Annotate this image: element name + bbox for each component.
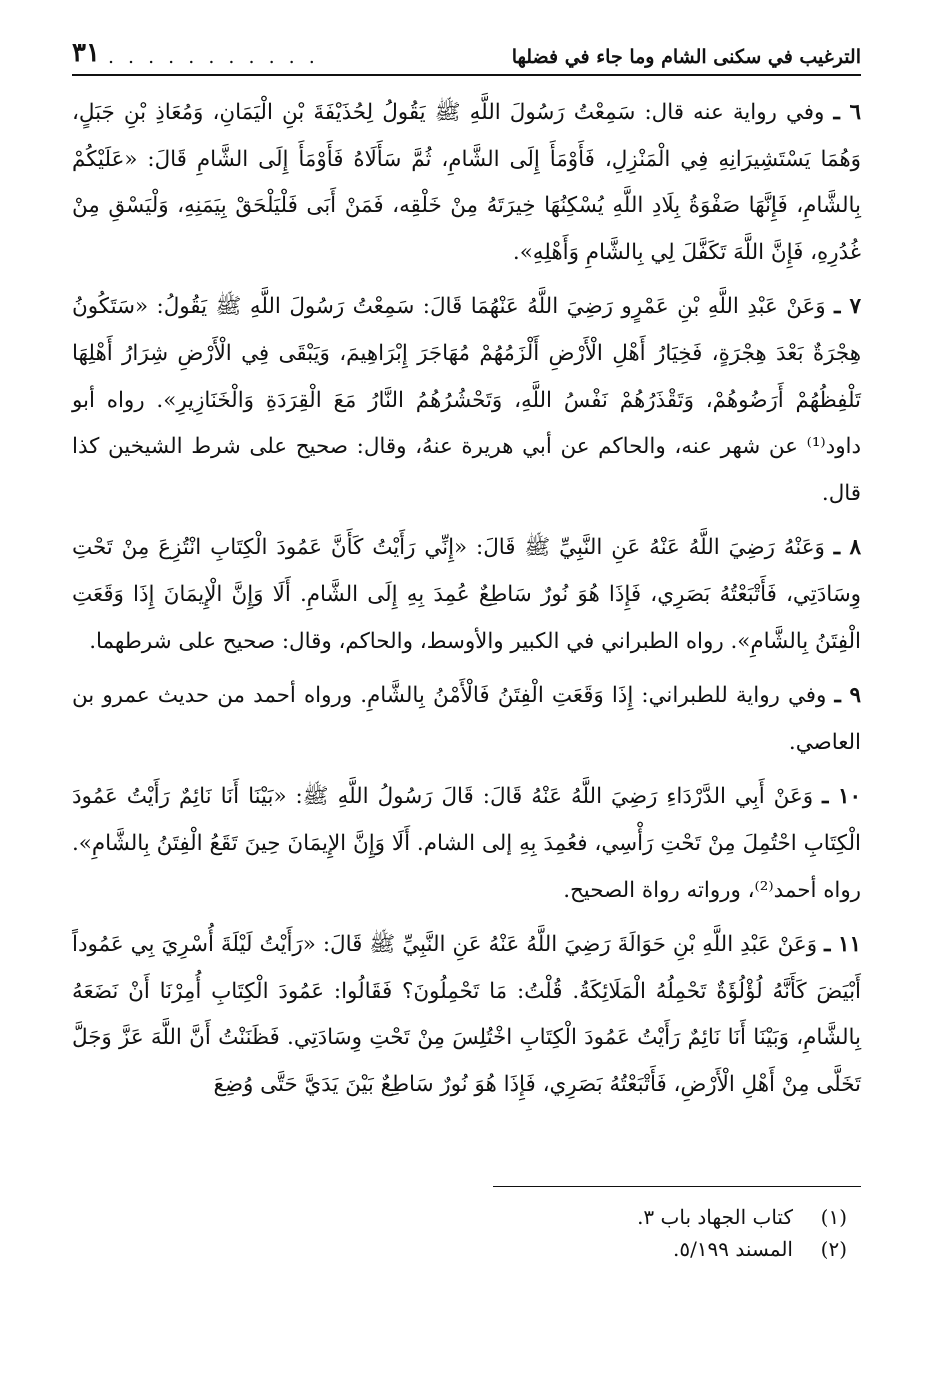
hadith-text: وَعَنْهُ رَضِيَ اللَّهُ عَنْهُ عَنِ النَّبِيِّ ﷺ قَالَ: «إِنِّي رَأَيْتُ كَأَنَّ عَمُودَ الْكِتَابِ انْتُزِعَ مِنْ تَحْتِ وِسَادَتِي، فَأَتْبَعْتُهُ بَصَرِي، فَإِذَا هُوَ نُورٌ سَاطِعٌ عُمِدَ بِهِ إِلَى الشَّامِ. أَلَا وَإِنَّ الْإِيمَانَ إِذَا وَقَعَتِ الْفِتَنُ بِالشَّامِ». رواه الطبراني في الكبير والأوسط، والحاكم، وقال: صحيح على شرطهما. bbox=[72, 535, 861, 654]
paragraph-11 bbox=[72, 922, 861, 1108]
hadith-text: وَعَنْ أَبِي الدَّرْدَاءِ رَضِيَ اللَّهُ عَنْهُ قَالَ: قَالَ رَسُولُ اللَّهِ ﷺ: «بَيْنَا أَنَا نَائِمٌ رَأَيْتُ عَمُودَ الْكِتَابِ احْتُمِلَ مِنْ تَحْتِ رَأْسِي، فعُمِدَ بِهِ إلى الشام. أَلَا وَإِنَّ الإِيمَانَ حِينَ تَقَعُ الْفِتَنُ بِالشَّامِ». رواه أحمد⁽²⁾، ورواته رواة الصحيح. bbox=[72, 784, 861, 903]
header-dots: . . . . . . . . . . . bbox=[107, 46, 319, 68]
paragraph-10 bbox=[72, 774, 861, 914]
footnotes bbox=[72, 1186, 861, 1265]
page-header bbox=[72, 24, 861, 76]
hadith-text: وَعَنْ عَبْدِ اللَّهِ بْنِ حَوَالَةَ رَضِيَ اللَّهُ عَنْهُ عَنِ النَّبِيِّ ﷺ قَالَ: «رَأَيْتُ لَيْلَةَ أُسْرِيَ بِي عَمُوداً أَبْيَضَ كَأَنَّهُ لُؤْلُؤَةٌ تَحْمِلُهُ الْمَلَائِكَةُ. قُلْتُ: مَا تَحْمِلُونَ؟ فَقَالُوا: عَمُودَ الْكِتَابِ أُمِرْنَا أَنْ نَضَعَهُ بِالشَّامِ، وَبَيْنَا أَنَا نَائِمٌ رَأَيْتُ عَمُودَ الْكِتَابِ اخْتُلِسَ مِنْ تَحْتِ وِسَادَتِي. فَظَنَنْتُ أَنَّ اللَّهَ عَزَّ وَجَلَّ تَخَلَّى مِنْ أَهْلِ الْأَرْضِ، فَأَتْبَعْتُهُ بَصَرِي، فَإِذَا هُوَ نُورٌ سَاطِعٌ بَيْنَ يَدَيَّ حَتَّى وُضِعَ bbox=[72, 932, 861, 1097]
footnote-text: المسند ٥/١٩٩. bbox=[672, 1237, 793, 1261]
page-number: ٣١ bbox=[72, 38, 100, 68]
hadith-number: ٨ ـ bbox=[833, 535, 861, 561]
footnote-2 bbox=[72, 1233, 861, 1265]
main-text bbox=[72, 90, 861, 1108]
hadith-number: ٧ ـ bbox=[834, 294, 861, 320]
page-number-group bbox=[72, 38, 319, 68]
hadith-number: ١٠ ـ bbox=[822, 784, 861, 810]
hadith-text: وَعَنْ عَبْدِ اللَّهِ بْنِ عَمْرٍو رَضِيَ اللَّهُ عَنْهُمَا قَالَ: سَمِعْتُ رَسُولَ اللَّهِ ﷺ يَقُولُ: «سَتَكُونُ هِجْرَةٌ بَعْدَ هِجْرَةٍ، فَخِيَارُ أَهْلِ الْأَرْضِ أَلْزَمُهُمْ مُهَاجَرَ إِبْرَاهِيمَ، وَيَبْقَى فِي الْأَرْضِ شِرَارُ أَهْلِهَا تَلْفِظُهُمْ أَرَضُوهُمْ، وَتَقْذَرُهُمْ نَفْسُ اللَّهِ، وَتَحْشُرُهُمُ النَّارُ مَعَ الْقِرَدَةِ وَالْخَنَازِيرِ». رواه أبو داود⁽¹⁾ عن شهر عنه، والحاكم عن أبي هريرة عنهُ، وقال: صحيح على شرط الشيخين كذا قال. bbox=[72, 294, 861, 506]
paragraph-6 bbox=[72, 90, 861, 276]
running-title: الترغيب في سكنى الشام وما جاء في فضلها bbox=[511, 46, 861, 68]
hadith-text: وفي رواية للطبراني: إِذَا وَقَعَتِ الْفِتَنُ فَالْأَمْنُ بِالشَّامِ. ورواه أحمد من حديث عمرو بن العاصي. bbox=[72, 683, 861, 755]
hadith-number: ٩ ـ bbox=[834, 683, 861, 709]
hadith-number: ١١ ـ bbox=[824, 932, 861, 958]
hadith-text: وفي رواية عنه قال: سَمِعْتُ رَسُولَ اللَّهِ ﷺ يَقُولُ لِحُذَيْفَةَ بْنِ الْيَمَانِ، وَمُعَاذِ بْنِ جَبَلٍ، وَهُمَا يَسْتَشِيرَانِهِ فِي الْمَنْزِلِ، فَأَوْمَأَ إِلَى الشَّامِ، ثُمَّ سَأَلَاهُ فَأَوْمَأَ إِلَى الشَّامِ قَالَ: «عَلَيْكُمْ بِالشَّامِ، فَإِنَّهَا صَفْوَةُ بِلَادِ اللَّهِ يُسْكِنُهَا خِيرَتَهُ مِنْ خَلْقِه، فَمَنْ أَبَى فَلْيَلْحَقْ بِيَمَنِهِ، وَلْيَسْقِ مِنْ غُدُرِهِ، فَإِنَّ اللَّهَ تَكَفَّلَ لِي بِالشَّامِ وَأَهْلِهِ». bbox=[72, 100, 861, 265]
paragraph-8 bbox=[72, 525, 861, 665]
footnote-mark: (١) bbox=[820, 1205, 847, 1229]
paragraph-7 bbox=[72, 284, 861, 517]
footnote-1 bbox=[72, 1201, 861, 1233]
footnote-mark: (٢) bbox=[820, 1237, 847, 1261]
footnote-text: كتاب الجهاد باب ٣. bbox=[637, 1205, 793, 1229]
footnote-divider bbox=[493, 1186, 861, 1187]
hadith-number: ٦ ـ bbox=[833, 100, 861, 125]
paragraph-9 bbox=[72, 673, 861, 766]
